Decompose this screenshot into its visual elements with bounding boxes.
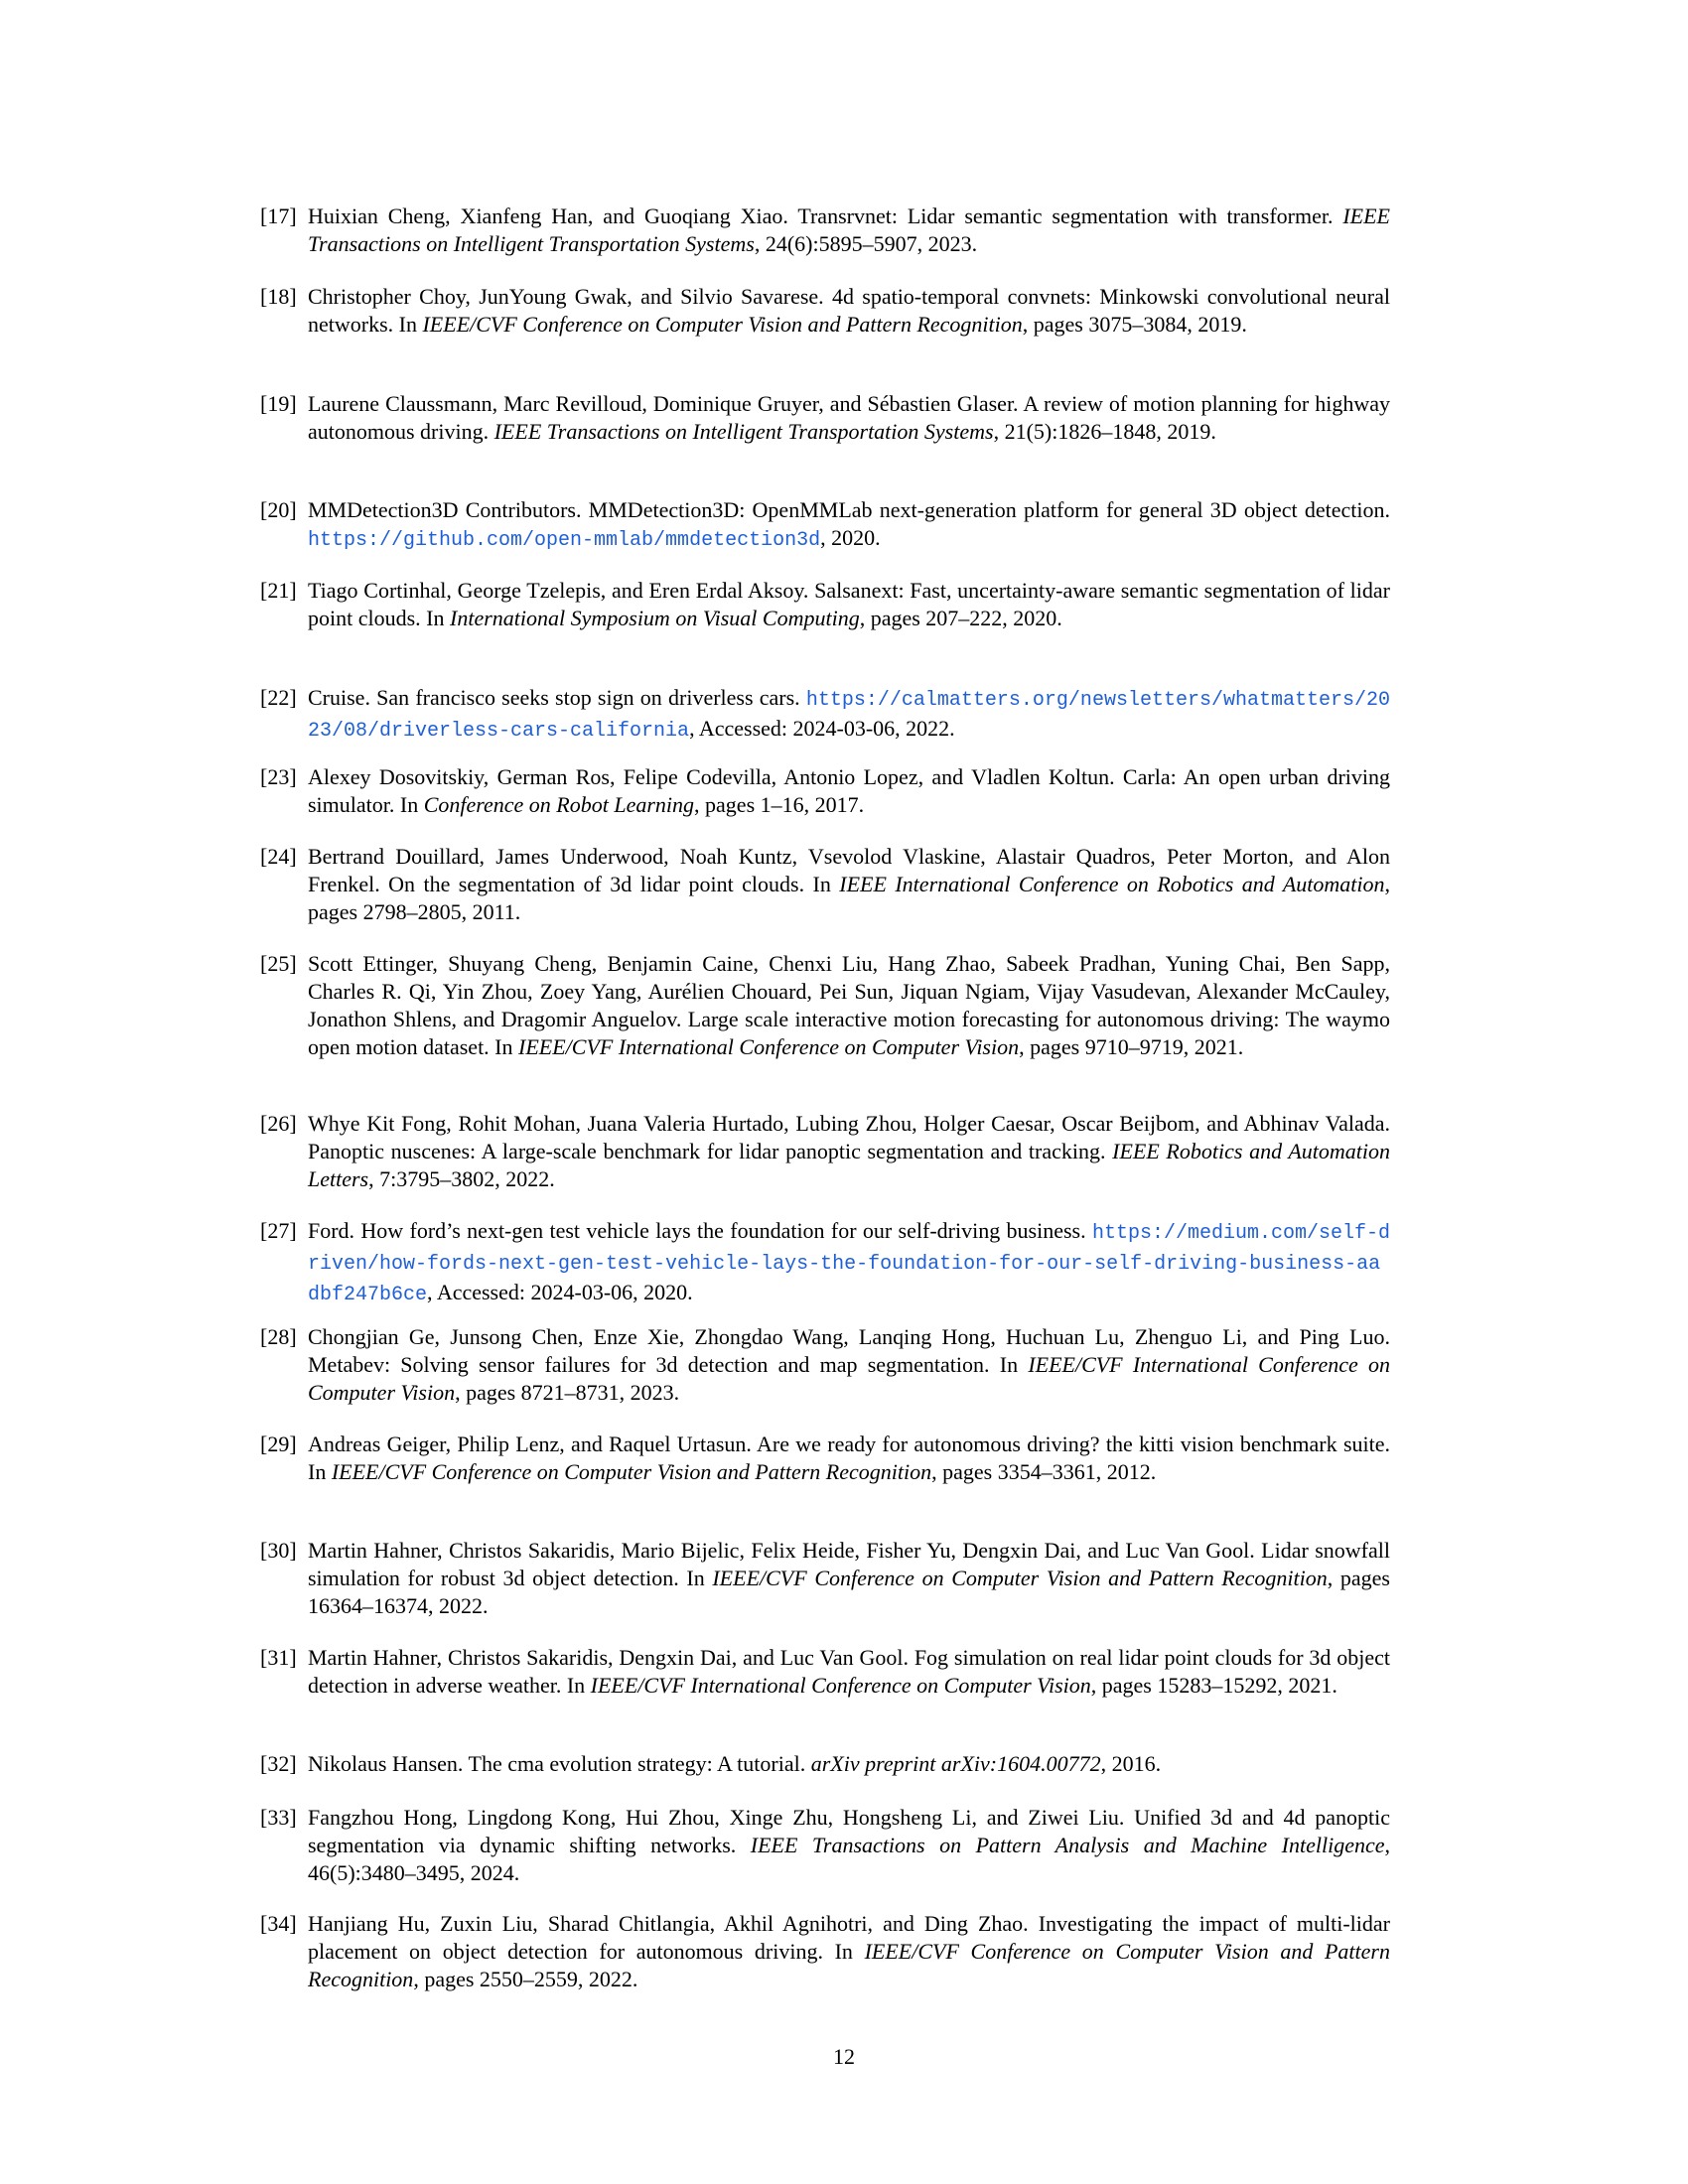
reference-text: Cruise. San francisco seeks stop sign on driverless cars. https://calmatters.org/newsletters/whatmatters/2023/08/driverless-cars-california, Accessed: 2024-03-06, 2022. [308,685,1390,743]
reference-number: [31] [260,1645,297,1670]
reference-venue: IEEE/CVF International Conference on Computer Vision [308,1352,1390,1405]
reference-text: Laurene Claussmann, Marc Revilloud, Dominique Gruyer, and Sébastien Glaser. A review of motion planning for highway autonomous driving. IEEE Transactions on Intelligent Transportation Systems, 21(5):1826–1848, 2019. [308,391,1390,444]
reference-text: Andreas Geiger, Philip Lenz, and Raquel Urtasun. Are we ready for autonomous driving? the kitti vision benchmark suite. In IEEE/CVF Conference on Computer Vision and Pattern Recognition, pages 3354–3361, 2012. [308,1432,1390,1484]
reference-number: [32] [260,1751,297,1776]
reference-26 [260,1110,1390,1193]
reference-venue: IEEE/CVF Conference on Computer Vision and Pattern Recognition [308,1939,1390,1991]
reference-number: [29] [260,1432,297,1456]
reference-venue: IEEE/CVF International Conference on Computer Vision [590,1673,1091,1698]
reference-27 [260,1217,1390,1309]
reference-text: Nikolaus Hansen. The cma evolution strategy: A tutorial. arXiv preprint arXiv:1604.00772, 2016. [308,1751,1162,1776]
reference-32 [260,1750,1390,1778]
reference-21 [260,577,1390,632]
reference-34 [260,1910,1390,1993]
reference-venue: IEEE/CVF Conference on Computer Vision and Pattern Recognition [422,312,1023,337]
reference-text: Hanjiang Hu, Zuxin Liu, Sharad Chitlangia, Akhil Agnihotri, and Ding Zhao. Investigating the impact of multi-lidar placement on object detection for autonomous driving. In IEEE/CVF Conference on Computer Vision and Pattern Recognition, pages 2550–2559, 2022. [308,1911,1390,1991]
reference-number: [34] [260,1911,297,1936]
reference-number: [33] [260,1805,297,1830]
reference-text: Whye Kit Fong, Rohit Mohan, Juana Valeria Hurtado, Lubing Zhou, Holger Caesar, Oscar Beijbom, and Abhinav Valada. Panoptic nuscenes: A large-scale benchmark for lidar panoptic segmentation and tracking. IEEE Robotics and Automation Letters, 7:3795–3802, 2022. [308,1111,1390,1191]
reference-text: Fangzhou Hong, Lingdong Kong, Hui Zhou, Xinge Zhu, Hongsheng Li, and Ziwei Liu. Unified 3d and 4d panoptic segmentation via dynamic shifting networks. IEEE Transactions on Pattern Analysis and Machine Intelligence, 46(5):3480–3495, 2024. [308,1805,1391,1885]
reference-number: [18] [260,284,297,309]
reference-venue: IEEE International Conference on Robotics and Automation [839,872,1385,896]
reference-number: [23] [260,764,297,789]
reference-31 [260,1644,1390,1700]
reference-number: [17] [260,204,297,228]
reference-venue: IEEE Transactions on Intelligent Transportation Systems [308,204,1390,256]
reference-22 [260,684,1390,746]
reference-venue: IEEE/CVF Conference on Computer Vision and Pattern Recognition [712,1566,1328,1590]
reference-text: Tiago Cortinhal, George Tzelepis, and Eren Erdal Aksoy. Salsanext: Fast, uncertainty-aware semantic segmentation of lidar point clouds. In International Symposium on Visual Computing, pages 207–222, 2020. [308,578,1390,630]
reference-text: Huixian Cheng, Xianfeng Han, and Guoqiang Xiao. Transrvnet: Lidar semantic segmentation with transformer. IEEE Transactions on Intelligent Transportation Systems, 24(6):5895–5907, 2023. [308,204,1390,256]
reference-number: [26] [260,1111,297,1136]
reference-number: [25] [260,951,297,976]
reference-venue: IEEE/CVF Conference on Computer Vision and Pattern Recognition [331,1459,932,1484]
reference-number: [19] [260,391,297,416]
reference-venue: arXiv preprint arXiv:1604.00772 [810,1751,1101,1776]
reference-url-link[interactable]: https://medium.com/self-driven/how-fords-next-gen-test-vehicle-lays-the-foundation-for-our-self-driving-business-aadbf247b6ce [308,1222,1390,1306]
reference-venue: International Symposium on Visual Computing [450,606,860,630]
reference-text: Chongjian Ge, Junsong Chen, Enze Xie, Zhongdao Wang, Lanqing Hong, Huchuan Lu, Zhenguo Li, and Ping Luo. Metabev: Solving sensor failures for 3d detection and map segmentation. In IEEE/CVF International Conference on Computer Vision, pages 8721–8731, 2023. [308,1324,1390,1405]
reference-number: [28] [260,1324,297,1349]
reference-number: [22] [260,685,297,710]
reference-venue: IEEE/CVF International Conference on Computer Vision [518,1034,1020,1059]
reference-25 [260,950,1390,1061]
reference-23 [260,763,1390,819]
reference-venue: IEEE Robotics and Automation Letters [308,1139,1390,1191]
reference-number: [30] [260,1538,297,1563]
reference-number: [20] [260,497,297,522]
reference-18 [260,283,1390,339]
reference-venue: IEEE Transactions on Pattern Analysis and Machine Intelligence [750,1833,1385,1857]
reference-text: Alexey Dosovitskiy, German Ros, Felipe Codevilla, Antonio Lopez, and Vladlen Koltun. Carla: An open urban driving simulator. In Conference on Robot Learning, pages 1–16, 2017. [308,764,1390,817]
reference-33 [260,1804,1391,1887]
reference-24 [260,843,1390,926]
reference-30 [260,1537,1390,1620]
reference-text: Scott Ettinger, Shuyang Cheng, Benjamin Caine, Chenxi Liu, Hang Zhao, Sabeek Pradhan, Yuning Chai, Ben Sapp, Charles R. Qi, Yin Zhou, Zoey Yang, Aurélien Chouard, Pei Sun, Jiquan Ngiam, Vijay Vasudevan, Alexander McCauley, Jonathon Shlens, and Dragomir Anguelov. Large scale interactive motion forecasting for autonomous driving: The waymo open motion dataset. In IEEE/CVF International Conference on Computer Vision, pages 9710–9719, 2021. [308,951,1390,1059]
reference-venue: Conference on Robot Learning [423,792,695,817]
reference-17 [260,203,1390,258]
reference-number: [27] [260,1218,297,1243]
reference-url-link[interactable]: https://github.com/open-mmlab/mmdetection3d [308,529,821,552]
reference-20 [260,496,1390,555]
reference-text: Ford. How ford’s next-gen test vehicle lays the foundation for our self-driving business. https://medium.com/self-driven/how-fords-next-gen-test-vehicle-lays-the-foundation-for-our-self-driving-business-aadbf247b6ce, Accessed: 2024-03-06, 2020. [308,1218,1390,1306]
reference-28 [260,1323,1390,1407]
reference-19 [260,390,1390,446]
reference-text: Christopher Choy, JunYoung Gwak, and Silvio Savarese. 4d spatio-temporal convnets: Minkowski convolutional neural networks. In IEEE/CVF Conference on Computer Vision and Pattern Recognition, pages 3075–3084, 2019. [308,284,1390,337]
reference-text: Martin Hahner, Christos Sakaridis, Dengxin Dai, and Luc Van Gool. Fog simulation on real lidar point clouds for 3d object detection in adverse weather. In IEEE/CVF International Conference on Computer Vision, pages 15283–15292, 2021. [308,1645,1390,1698]
page-number: 12 [833,2044,855,2069]
reference-number: [21] [260,578,297,603]
reference-number: [24] [260,844,297,869]
reference-text: MMDetection3D Contributors. MMDetection3D: OpenMMLab next-generation platform for general 3D object detection. https://github.com/open-mmlab/mmdetection3d, 2020. [308,497,1390,552]
reference-text: Martin Hahner, Christos Sakaridis, Mario Bijelic, Felix Heide, Fisher Yu, Dengxin Dai, and Luc Van Gool. Lidar snowfall simulation for robust 3d object detection. In IEEE/CVF Conference on Computer Vision and Pattern Recognition, pages 16364–16374, 2022. [308,1538,1390,1618]
reference-text: Bertrand Douillard, James Underwood, Noah Kuntz, Vsevolod Vlaskine, Alastair Quadros, Peter Morton, and Alon Frenkel. On the segmentation of 3d lidar point clouds. In IEEE International Conference on Robotics and Automation, pages 2798–2805, 2011. [308,844,1390,924]
reference-url-link[interactable]: https://calmatters.org/newsletters/whatmatters/2023/08/driverless-cars-california [308,689,1390,743]
reference-venue: IEEE Transactions on Intelligent Transportation Systems [493,419,994,444]
reference-29 [260,1431,1390,1486]
